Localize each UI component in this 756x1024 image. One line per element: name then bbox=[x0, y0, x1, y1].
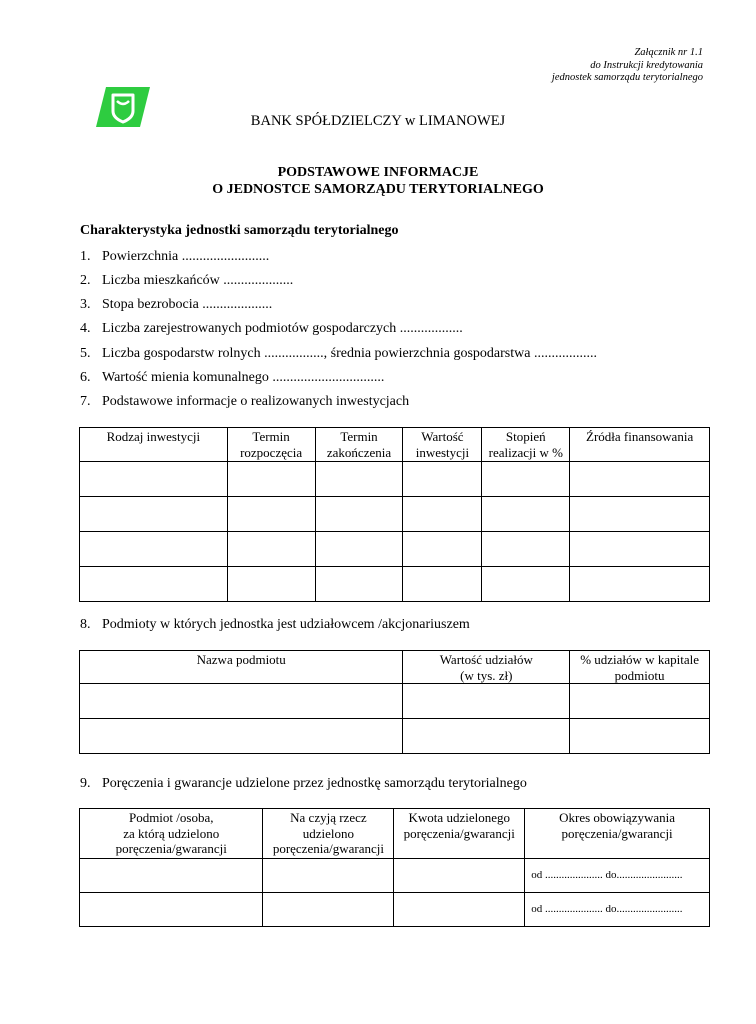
table-row bbox=[80, 567, 710, 602]
page-title bbox=[0, 164, 756, 198]
guarantees-table bbox=[79, 808, 710, 927]
table-row bbox=[80, 462, 710, 497]
table-row bbox=[80, 893, 710, 927]
list-item bbox=[80, 346, 597, 362]
header-guarantee-amount: Kwota udzielonego poręczenia/gwarancji bbox=[394, 809, 525, 859]
period-field[interactable]: od ..................... do........................ bbox=[525, 893, 710, 927]
table-header-row bbox=[80, 651, 710, 684]
annex-line-3: jednostek samorządu terytorialnego bbox=[551, 72, 703, 83]
header-validity-period: Okres obowiązywania poręczenia/gwarancji bbox=[525, 809, 710, 859]
item-text: Powierzchnia ......................... bbox=[102, 249, 270, 264]
item-text: Stopa bezrobocia .................... bbox=[102, 297, 273, 312]
list-item bbox=[80, 370, 384, 386]
table-row bbox=[80, 532, 710, 567]
section-heading: Charakterystyka jednostki samorządu terytorialnego bbox=[80, 223, 399, 238]
table-row bbox=[80, 859, 710, 893]
item-text: Liczba mieszkańców .................... bbox=[102, 273, 294, 288]
header-investment-type: Rodzaj inwestycji bbox=[80, 428, 228, 462]
table-header-row bbox=[80, 809, 710, 859]
title-line-2: O JEDNOSTCE SAMORZĄDU TERYTORIALNEGO bbox=[212, 182, 544, 197]
bank-name: BANK SPÓŁDZIELCZY w LIMANOWEJ bbox=[250, 113, 506, 129]
list-item bbox=[80, 776, 527, 792]
header-share-percent: % udziałów w kapitale podmiotu bbox=[570, 651, 710, 684]
item-text: Poręczenia i gwarancje udzielone przez jednostkę samorządu terytorialnego bbox=[102, 776, 527, 791]
header-entity-name: Nazwa podmiotu bbox=[80, 651, 403, 684]
header-end-date: Termin zakończenia bbox=[315, 428, 403, 462]
item-number: 3. bbox=[80, 297, 91, 312]
table-header-row bbox=[80, 428, 710, 462]
item-number: 7. bbox=[80, 394, 91, 409]
title-line-1: PODSTAWOWE INFORMACJE bbox=[277, 165, 479, 180]
list-item bbox=[80, 297, 272, 313]
header-beneficiary: Na czyją rzecz udzielono poręczenia/gwarancji bbox=[263, 809, 394, 859]
item-number: 9. bbox=[80, 776, 91, 791]
list-item bbox=[80, 249, 269, 265]
list-item bbox=[80, 394, 409, 410]
annex-line-1: Załącznik nr 1.1 bbox=[634, 47, 703, 58]
header-completion-rate: Stopień realizacji w % bbox=[482, 428, 570, 462]
item-number: 4. bbox=[80, 321, 91, 336]
header-guaranteed-party: Podmiot /osoba, za którą udzielono poręczenia/gwarancji bbox=[80, 809, 263, 859]
period-field[interactable]: od ..................... do........................ bbox=[525, 859, 710, 893]
header-start-date: Termin rozpoczęcia bbox=[227, 428, 315, 462]
item-text: Podstawowe informacje o realizowanych inwestycjach bbox=[102, 394, 410, 409]
item-text: Liczba gospodarstw rolnych ................., średnia powierzchnia gospodarstwa .................. bbox=[102, 346, 597, 361]
investments-table bbox=[79, 427, 710, 602]
item-text: Podmioty w których jednostka jest udziałowcem /akcjonariuszem bbox=[102, 617, 470, 632]
item-number: 2. bbox=[80, 273, 91, 288]
header-investment-value: Wartość inwestycji bbox=[403, 428, 482, 462]
list-item bbox=[80, 273, 293, 289]
item-number: 6. bbox=[80, 370, 91, 385]
list-item bbox=[80, 617, 470, 633]
header-share-value: Wartość udziałów (w tys. zł) bbox=[403, 651, 570, 684]
item-number: 1. bbox=[80, 249, 91, 264]
table-row bbox=[80, 497, 710, 532]
list-item bbox=[80, 321, 463, 337]
item-text: Liczba zarejestrowanych podmiotów gospodarczych .................. bbox=[102, 321, 463, 336]
item-number: 8. bbox=[80, 617, 91, 632]
shareholdings-table bbox=[79, 650, 710, 754]
annex-note bbox=[552, 47, 703, 85]
item-text: Wartość mienia komunalnego ................................ bbox=[102, 370, 385, 385]
annex-line-2: do Instrukcji kredytowania bbox=[590, 59, 703, 71]
table-row bbox=[80, 684, 710, 719]
header-financing-sources: Źródła finansowania bbox=[570, 428, 710, 462]
item-number: 5. bbox=[80, 346, 91, 361]
table-row bbox=[80, 719, 710, 754]
